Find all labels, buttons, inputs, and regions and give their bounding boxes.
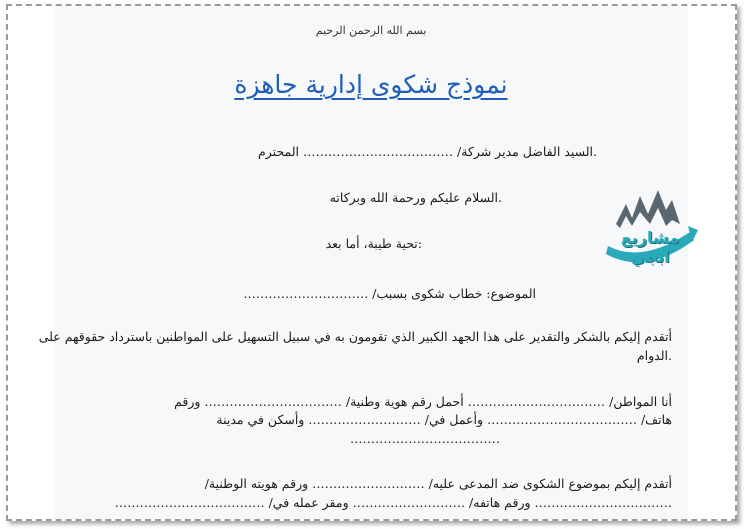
addressee-line: .السيد الفاضل مدير شركة/ ……………………………… المحترم <box>258 144 597 159</box>
greeting-line: .السلام عليكم ورحمة الله وبركاته <box>329 190 502 205</box>
watermark-text: مشاريع ابجي <box>620 228 680 266</box>
regards-line: :تحية طيبة، أما بعد <box>325 236 422 251</box>
complaint-line-1: أتقدم إليكم بموضوع الشكوى ضد المدعى عليه/ ……………………… ورقم هويته الوطنية/ <box>204 476 672 491</box>
subject-line: الموضوع: خطاب شكوى بسبب/ ………………………… <box>243 286 536 301</box>
document-title: نموذج شكوى إدارية جاهزة <box>234 70 508 99</box>
citizen-line-1: أنا المواطن/ …………………………… أحمل رقم هوية وطنية/ …………………………… ورقم <box>174 394 672 409</box>
citizen-line-3: ……………………………… <box>350 431 500 446</box>
document-page <box>38 6 688 521</box>
thanks-line-1: أتقدم إليكم بالشكر والتقدير على هذا الجهد الكبير الذي تقومون به في سبيل التسهيل على المواطنين باسترداد حقوقهم على <box>38 329 672 344</box>
thanks-line-2: .الدوام <box>636 348 672 363</box>
citizen-line-2: هاتف/ ……………………………… وأعمل في/ ……………………… وأسكن في مدينة <box>216 412 672 427</box>
watermark-logo <box>602 184 698 266</box>
document-frame <box>6 4 737 521</box>
complaint-line-2: …………………………… ورقم هاتفه/ ……………………… ومقر عمله في/ ……………………………… <box>114 495 672 510</box>
bismillah-text: بسم الله الرحمن الرحيم <box>315 24 427 37</box>
